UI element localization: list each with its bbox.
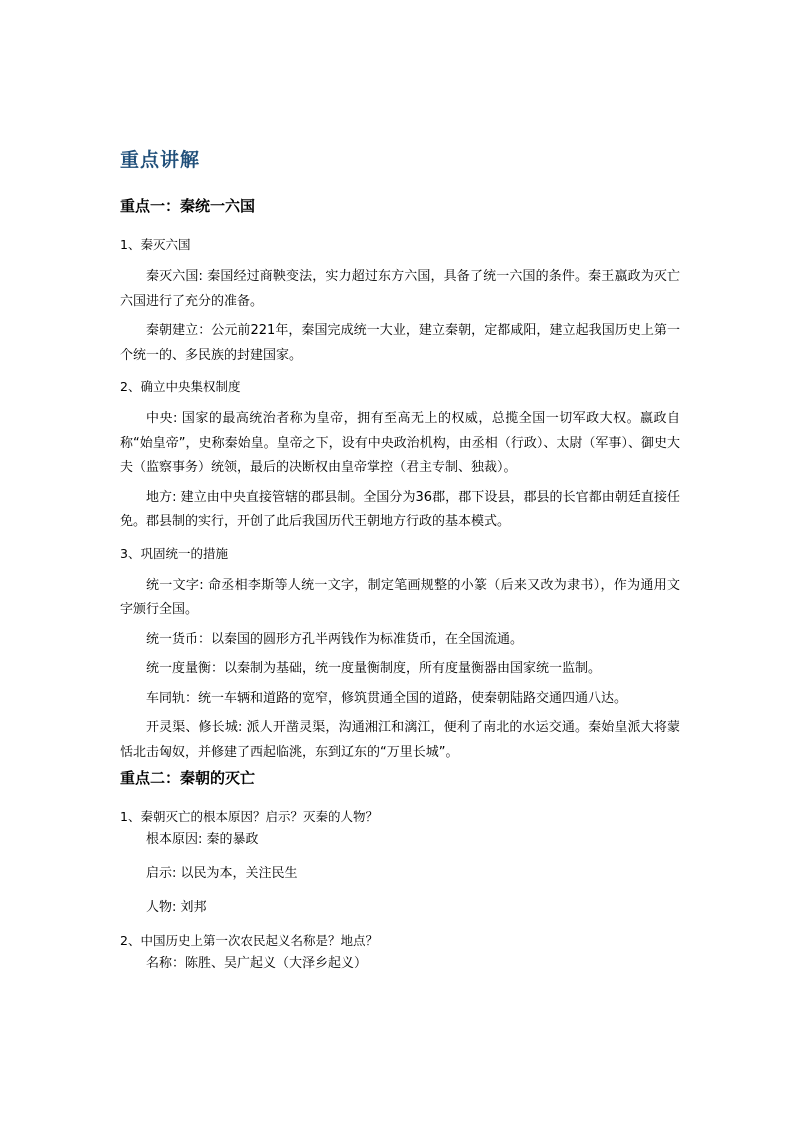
section-heading: 重点二：秦朝的灭亡 <box>120 769 256 787</box>
paragraph: 中央: 国家的最高统治者称为皇帝，拥有至高无上的权威，总揽全国一切军政大权。嬴政自称“始皇帝”，史称秦始皇。皇帝之下，设有中央政治机构，由丞相（行政）、太尉（军事）、御史大夫（监察事务）统领，最后的决断权由皇帝掌控（君主专制、独裁）。 <box>120 411 680 475</box>
answer-line: 启示: 以民为本，关注民生 <box>146 866 298 881</box>
paragraph: 统一文字: 命丞相李斯等人统一文字，制定笔画规整的小篆（后来又改为隶书），作为通用文字颁行全国。 <box>120 577 680 617</box>
answer-line: 根本原因: 秦的暴政 <box>146 832 259 847</box>
paragraph: 地方: 建立由中央直接管辖的郡县制。全国分为36郡，郡下设县，郡县的长官都由朝廷直接任免。郡县制的实行，开创了此后我国历代王朝地方行政的基本模式。 <box>120 489 680 529</box>
paragraph: 统一度量衡：以秦制为基础，统一度量衡制度，所有度量衡器由国家统一监制。 <box>146 661 602 676</box>
paragraph: 统一货币：以秦国的圆形方孔半两钱作为标准货币，在全国流通。 <box>146 631 524 647</box>
sub-heading: 2、确立中央集权制度 <box>120 379 241 394</box>
document-content <box>120 146 680 975</box>
sub-heading: 3、巩固统一的措施 <box>120 545 228 561</box>
sub-heading: 2、中国历史上第一次农民起义名称是？地点？ <box>120 933 378 948</box>
sub-heading: 1、秦灭六国 <box>120 237 191 252</box>
section-heading: 重点一：秦统一六国 <box>120 197 256 215</box>
sub-heading: 1、秦朝灭亡的根本原因？启示？灭秦的人物？ <box>120 809 378 824</box>
answer-line: 人物: 刘邦 <box>146 900 207 915</box>
paragraph: 开灵渠、修长城: 派人开凿灵渠，沟通湘江和漓江，便利了南北的水运交通。秦始皇派大将蒙恬北击匈奴，并修建了西起临洮，东到辽东的“万里长城”。 <box>120 720 680 760</box>
answer-line: 名称：陈胜、吴广起义（大泽乡起义） <box>146 956 368 971</box>
page-title: 重点讲解 <box>120 149 201 171</box>
paragraph: 秦朝建立：公元前221年，秦国完成统一大业，建立秦朝，定都咸阳，建立起我国历史上第一个统一的、多民族的封建国家。 <box>120 323 680 363</box>
paragraph: 秦灭六国: 秦国经过商鞅变法，实力超过东方六国，具备了统一六国的条件。秦王嬴政为灭亡六国进行了充分的准备。 <box>120 269 680 309</box>
paragraph: 车同轨：统一车辆和道路的宽窄，修筑贯通全国的道路，使秦朝陆路交通四通八达。 <box>146 690 628 706</box>
